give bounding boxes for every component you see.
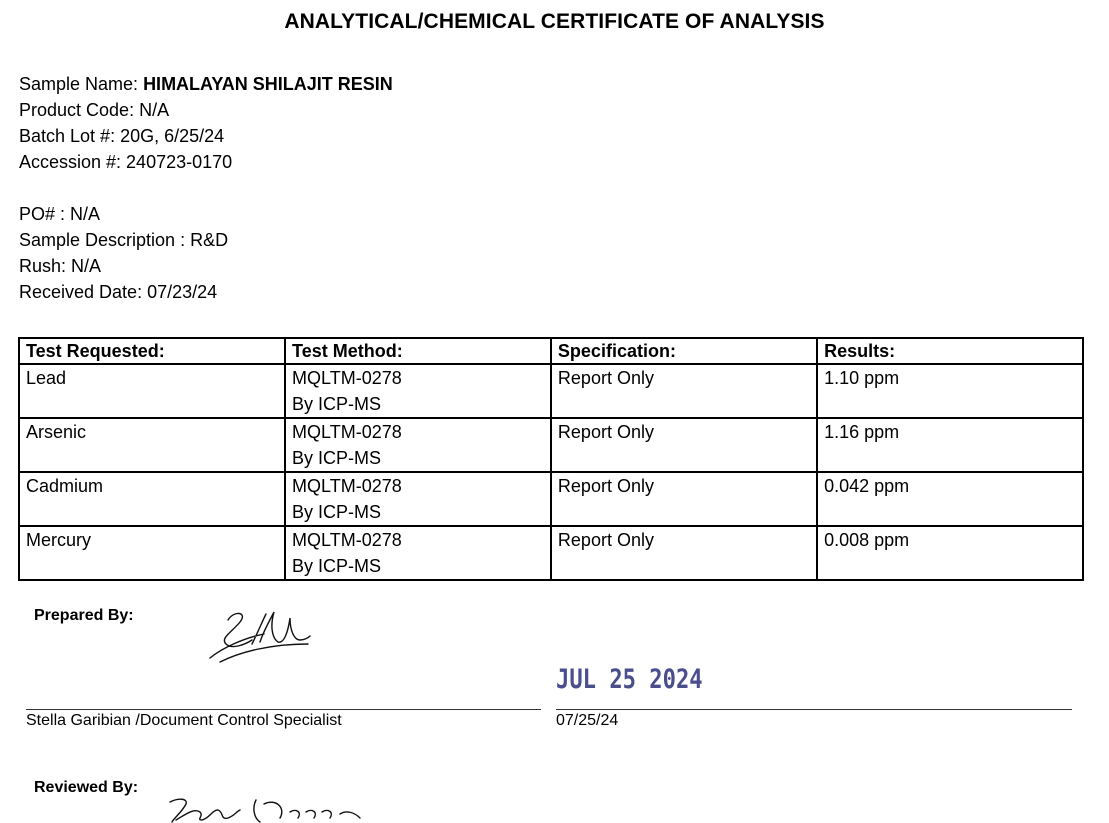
result: 0.008 ppm bbox=[817, 526, 1083, 580]
results-table bbox=[18, 337, 1084, 581]
test-method bbox=[285, 364, 551, 418]
test-name: Mercury bbox=[19, 526, 285, 580]
sample-name-label: Sample Name: bbox=[19, 74, 144, 94]
specification: Report Only bbox=[551, 364, 817, 418]
test-name: Arsenic bbox=[19, 418, 285, 472]
header-test-method: Test Method: bbox=[285, 338, 551, 364]
reviewer-signature bbox=[160, 794, 380, 823]
reviewed-by-label: Reviewed By: bbox=[34, 779, 139, 796]
received-date: Received Date: 07/23/24 bbox=[19, 282, 218, 302]
test-name: Cadmium bbox=[19, 472, 285, 526]
date-stamp: JUL 25 2024 bbox=[556, 664, 703, 695]
test-name: Lead bbox=[19, 364, 285, 418]
prepared-by-label: Prepared By: bbox=[34, 607, 134, 624]
table-row bbox=[19, 364, 1083, 418]
prepared-date: 07/25/24 bbox=[556, 712, 619, 729]
header-results: Results: bbox=[817, 338, 1083, 364]
method-code: MQLTM-0278 bbox=[292, 476, 402, 496]
table-row bbox=[19, 472, 1083, 526]
specification: Report Only bbox=[551, 472, 817, 526]
po-number: PO# : N/A bbox=[19, 204, 101, 224]
preparer-name-title: Stella Garibian /Document Control Specialist bbox=[26, 712, 342, 729]
test-method bbox=[285, 472, 551, 526]
prepared-date-line bbox=[556, 709, 1072, 710]
header-specification: Specification: bbox=[551, 338, 817, 364]
table-row bbox=[19, 526, 1083, 580]
sample-name-line bbox=[19, 73, 393, 95]
product-code: Product Code: N/A bbox=[19, 100, 170, 120]
batch-lot: Batch Lot #: 20G, 6/25/24 bbox=[19, 126, 225, 146]
rush: Rush: N/A bbox=[19, 256, 102, 276]
result: 0.042 ppm bbox=[817, 472, 1083, 526]
method-technique: By ICP-MS bbox=[292, 502, 382, 522]
sample-name-value: HIMALAYAN SHILAJIT RESIN bbox=[143, 74, 393, 94]
method-code: MQLTM-0278 bbox=[292, 422, 402, 442]
document-title: ANALYTICAL/CHEMICAL CERTIFICATE OF ANALYSIS bbox=[284, 10, 825, 33]
method-technique: By ICP-MS bbox=[292, 556, 382, 576]
method-technique: By ICP-MS bbox=[292, 394, 382, 414]
method-code: MQLTM-0278 bbox=[292, 530, 402, 550]
accession-number: Accession #: 240723-0170 bbox=[19, 152, 233, 172]
result: 1.16 ppm bbox=[817, 418, 1083, 472]
method-code: MQLTM-0278 bbox=[292, 368, 402, 388]
table-row bbox=[19, 418, 1083, 472]
test-method bbox=[285, 526, 551, 580]
preparer-signature-line bbox=[26, 709, 541, 710]
specification: Report Only bbox=[551, 526, 817, 580]
method-technique: By ICP-MS bbox=[292, 448, 382, 468]
specification: Report Only bbox=[551, 418, 817, 472]
preparer-signature bbox=[200, 604, 320, 666]
test-method bbox=[285, 418, 551, 472]
result: 1.10 ppm bbox=[817, 364, 1083, 418]
sample-description: Sample Description : R&D bbox=[19, 230, 229, 250]
header-test-requested: Test Requested: bbox=[19, 338, 285, 364]
table-header-row bbox=[19, 338, 1083, 364]
